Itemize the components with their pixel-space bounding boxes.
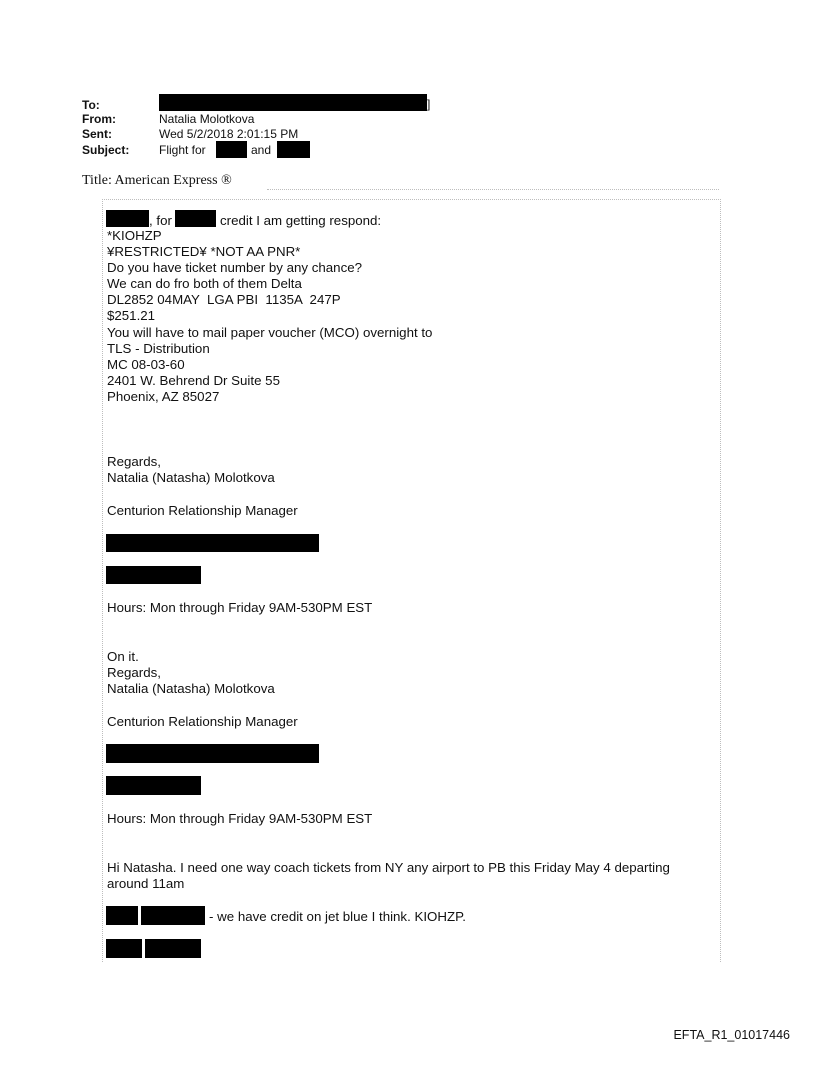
body-redaction-name-1 <box>106 210 149 227</box>
from-label: From: <box>82 112 116 126</box>
credit-line: - we have credit on jet blue I think. KIOHZP. <box>209 909 466 924</box>
body-line-2: *KIOHZP <box>107 228 162 243</box>
subject-prefix: Flight for <box>159 143 206 157</box>
signature-role-2: Centurion Relationship Manager <box>107 714 298 729</box>
to-label: To: <box>82 98 100 112</box>
request-line-1: Hi Natasha. I need one way coach tickets from NY any airport to PB this Friday May 4 departing <box>107 860 670 875</box>
to-redaction <box>159 94 427 111</box>
body-line-1-mid: , for <box>149 213 172 228</box>
subject-and: and <box>251 143 272 157</box>
title-line: Title: American Express ® <box>82 173 232 188</box>
body-line-5: We can do fro both of them Delta <box>107 276 302 291</box>
body-line-3: ¥RESTRICTED¥ *NOT AA PNR* <box>107 244 301 259</box>
body-redaction-name-2 <box>175 210 216 227</box>
regards-2: Regards, <box>107 665 161 680</box>
request-line-2: around 11am <box>107 876 185 891</box>
signature-name-2: Natalia (Natasha) Molotkova <box>107 681 275 696</box>
signature-redaction-2a <box>106 744 319 763</box>
body-line-1-end: credit I am getting respond: <box>220 213 382 228</box>
document-id: EFTA_R1_01017446 <box>673 1028 790 1042</box>
body-line-11: 2401 W. Behrend Dr Suite 55 <box>107 373 280 388</box>
subject-redaction-2 <box>277 141 310 158</box>
body-line-4: Do you have ticket number by any chance? <box>107 260 363 275</box>
signature-name-1: Natalia (Natasha) Molotkova <box>107 470 275 485</box>
sent-label: Sent: <box>82 127 112 141</box>
sender-redaction-3 <box>106 939 142 958</box>
sender-redaction-4 <box>145 939 201 958</box>
body-line-10: MC 08-03-60 <box>107 357 185 372</box>
from-value: Natalia Molotkova <box>159 112 255 126</box>
signature-redaction-1b <box>106 566 201 584</box>
body-line-8: You will have to mail paper voucher (MCO) overnight to <box>107 325 433 340</box>
to-bracket: ] <box>427 97 431 111</box>
title-divider <box>267 189 719 190</box>
signature-redaction-1a <box>106 534 319 552</box>
body-line-7: $251.21 <box>107 308 156 323</box>
sent-value: Wed 5/2/2018 2:01:15 PM <box>159 127 299 141</box>
body-line-9: TLS - Distribution <box>107 341 210 356</box>
sender-redaction-1 <box>106 906 138 925</box>
hours-2: Hours: Mon through Friday 9AM-530PM EST <box>107 811 373 826</box>
on-it: On it. <box>107 649 139 664</box>
signature-redaction-2b <box>106 776 201 795</box>
body-line-12: Phoenix, AZ 85027 <box>107 389 220 404</box>
signature-role-1: Centurion Relationship Manager <box>107 503 298 518</box>
subject-redaction-1 <box>216 141 247 158</box>
body-line-6: DL2852 04MAY LGA PBI 1135A 247P <box>107 292 341 307</box>
sender-redaction-2 <box>141 906 205 925</box>
regards-1: Regards, <box>107 454 161 469</box>
hours-1: Hours: Mon through Friday 9AM-530PM EST <box>107 600 373 615</box>
subject-label: Subject: <box>82 143 130 157</box>
